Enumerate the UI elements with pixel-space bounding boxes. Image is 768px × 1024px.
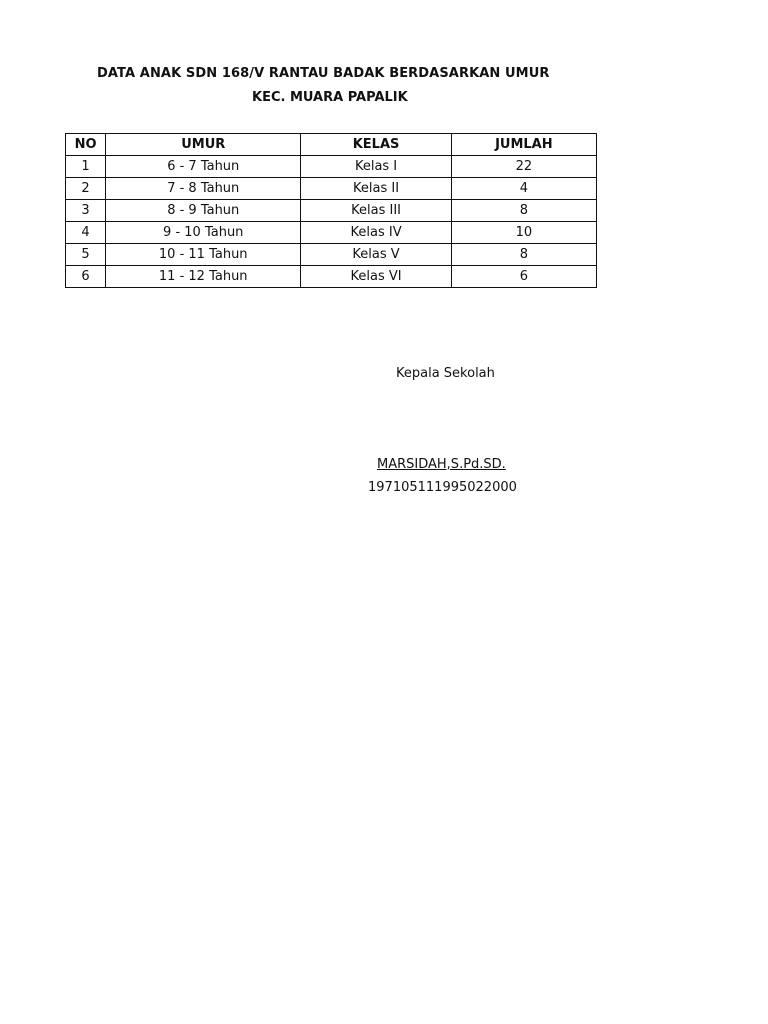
cell-no: 3: [66, 200, 106, 222]
cell-umur: 9 - 10 Tahun: [106, 222, 301, 244]
cell-no: 6: [66, 266, 106, 288]
table-header-row: [66, 134, 597, 156]
header-no: NO: [66, 134, 106, 156]
header-kelas: KELAS: [301, 134, 451, 156]
cell-kelas: Kelas II: [301, 178, 451, 200]
cell-no: 4: [66, 222, 106, 244]
table-row: [66, 156, 597, 178]
table-row: [66, 266, 597, 288]
cell-kelas: Kelas VI: [301, 266, 451, 288]
table-row: [66, 244, 597, 266]
signature-name: MARSIDAH,S.Pd.SD.: [377, 457, 506, 472]
cell-jumlah: 22: [451, 156, 596, 178]
table-row: [66, 178, 597, 200]
header-jumlah: JUMLAH: [451, 134, 596, 156]
cell-jumlah: 8: [451, 200, 596, 222]
cell-jumlah: 10: [451, 222, 596, 244]
table-row: [66, 200, 597, 222]
signature-nip: 197105111995022000: [368, 480, 517, 495]
cell-umur: 11 - 12 Tahun: [106, 266, 301, 288]
student-age-table: [65, 133, 597, 288]
cell-kelas: Kelas IV: [301, 222, 451, 244]
cell-jumlah: 8: [451, 244, 596, 266]
document-title: DATA ANAK SDN 168/V RANTAU BADAK BERDASARKAN UMUR: [97, 66, 550, 81]
cell-umur: 7 - 8 Tahun: [106, 178, 301, 200]
cell-no: 5: [66, 244, 106, 266]
header-umur: UMUR: [106, 134, 301, 156]
cell-kelas: Kelas III: [301, 200, 451, 222]
signature-title: Kepala Sekolah: [396, 366, 495, 381]
cell-umur: 10 - 11 Tahun: [106, 244, 301, 266]
cell-no: 2: [66, 178, 106, 200]
cell-no: 1: [66, 156, 106, 178]
cell-kelas: Kelas I: [301, 156, 451, 178]
document-subtitle: KEC. MUARA PAPALIK: [252, 90, 408, 105]
cell-kelas: Kelas V: [301, 244, 451, 266]
cell-umur: 8 - 9 Tahun: [106, 200, 301, 222]
cell-umur: 6 - 7 Tahun: [106, 156, 301, 178]
cell-jumlah: 4: [451, 178, 596, 200]
table-row: [66, 222, 597, 244]
cell-jumlah: 6: [451, 266, 596, 288]
